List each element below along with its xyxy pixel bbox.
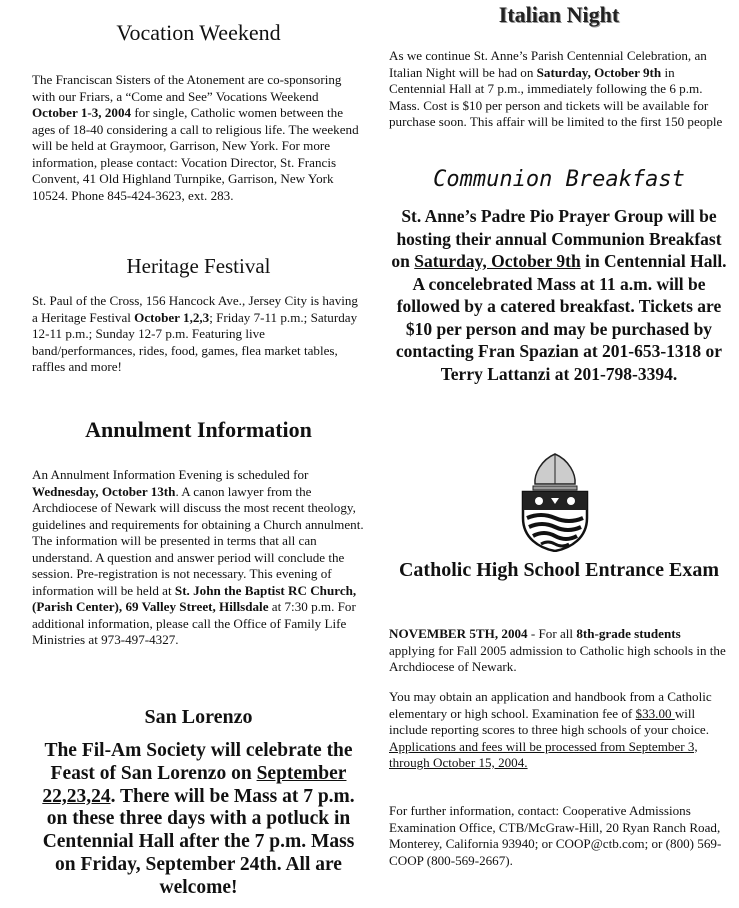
communion-breakfast-title: Communion Breakfast — [433, 167, 685, 192]
coat-of-arms-icon — [519, 452, 591, 552]
communion-breakfast-body: St. Anne’s Padre Pio Prayer Group will be hosting their annual Communion Breakfast on Saturday, October 9th in Centennial Hall. A concelebrated Mass at 11 a.m. will be followed by a catered breakfast. Tickets are $10 per person and may be purchased by contacting Fran Spazian at 201-653-1318 or Terry Lattanzi at 201-798-3394. — [391, 206, 727, 384]
heritage-festival-body: St. Paul of the Cross, 156 Hancock Ave., Jersey City is having a Heritage Festival October 1,2,3; Friday 7-11 p.m.; Saturday 12-11 p.m.; Sunday 12-7 p.m. Featuring live band/performances, rides, food, games, flea market tables, raffles and more! — [32, 293, 358, 374]
archdiocese-coat-of-arms — [519, 452, 591, 552]
italian-night-title: Italian Night — [498, 2, 620, 27]
san-lorenzo-title: San Lorenzo — [144, 706, 253, 728]
high-school-exam-contact: For further information, contact: Cooperative Admissions Examination Office, CTB/McGraw-Hill, 20 Ryan Ranch Road, Monterey, California 93940; or COOP@ctb.com; or (800) 569-COOP (800-569-2667). — [389, 803, 722, 868]
san-lorenzo-body: The Fil-Am Society will celebrate the Feast of San Lorenzo on September 22,23,24. There will be Mass at 7 p.m. on these three days with a potluck in Centennial Hall after the 7 p.m. Mass on Friday, September 24th. All are welcome! — [42, 740, 355, 898]
high-school-exam-title: Catholic High School Entrance Exam — [398, 559, 719, 581]
annulment-information-body: An Annulment Information Evening is scheduled for Wednesday, October 13th. A canon lawyer from the Archdiocese of Newark will discuss the most recent theology, guidelines and requirements for obtaining a Church annulment. The information will be presented in terms that all can understand. A question and answer period will conclude the session. Pre-registration is not necessary. This evening of information will be held at St. John the Baptist RC Church, (Parish Center), 69 Valley Street, Hillsdale at 7:30 p.m. For additional information, please call the Office of Family Life Ministries at 973-497-4327. — [32, 467, 364, 647]
italian-night-body: As we continue St. Anne’s Parish Centennial Celebration, an Italian Night will be had on Saturday, October 9th in Centennial Hall at 7 p.m., immediately following the 6 p.m. Mass. Cost is $10 per person and tickets will be available for purchase soon. This affair will be limited to the first 150 people — [389, 48, 723, 129]
vocation-weekend-title: Vocation Weekend — [116, 20, 281, 45]
annulment-information-title: Annulment Information — [85, 417, 312, 442]
high-school-exam-fee: You may obtain an application and handbook from a Catholic elementary or high school. Examination fee of $33.00 will include reporting scores to three high schools of your choice. Applications and fees will be processed from September 3, through October 15, 2004. — [389, 689, 712, 770]
heritage-festival-title: Heritage Festival — [126, 254, 271, 278]
vocation-weekend-body: The Franciscan Sisters of the Atonement are co-sponsoring with our Friars, a “Come and See” Vocations Weekend October 1-3, 2004 for single, Catholic women between the ages of 18-40 considering a call to religious life. The weekend will be held at Graymoor, Garrison, New York. For more information, please contact: Vocation Director, St. Francis Convent, 41 Old Highland Turnpike, Garrison, New York 10524. Phone 845-424-3623, ext. 283. — [32, 72, 359, 203]
high-school-exam-intro: NOVEMBER 5TH, 2004 - For all 8th-grade students applying for Fall 2005 admission to Catholic high schools in the Archdiocese of Newark. — [389, 626, 726, 674]
